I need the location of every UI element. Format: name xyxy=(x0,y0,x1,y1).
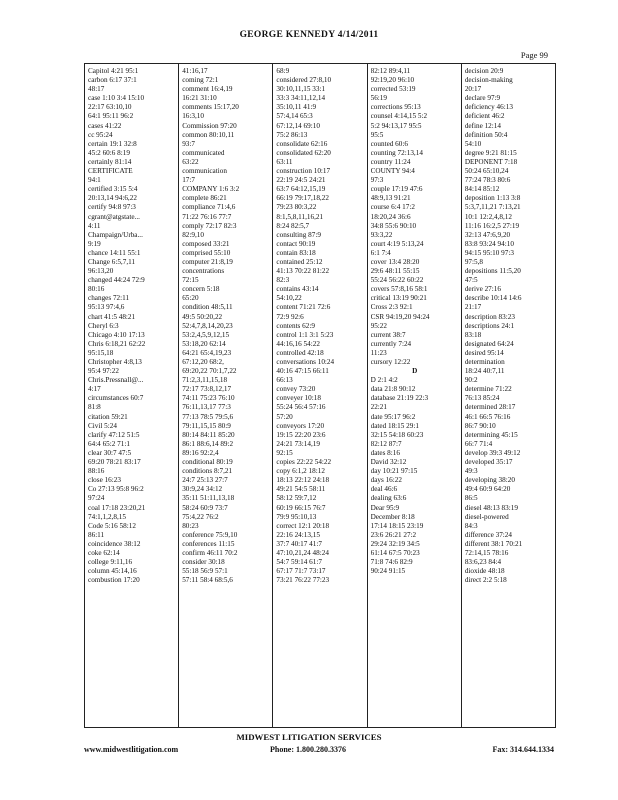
index-entry: determination xyxy=(464,358,505,366)
word-index-grid xyxy=(84,63,556,728)
index-entry: 23:6 26:21 27:2 xyxy=(370,530,417,539)
index-entry: 72:9 92:6 xyxy=(276,312,304,321)
footer-company: MIDWEST LITIGATION SERVICES xyxy=(236,732,382,742)
index-entry: 57:11 58:4 68:5,6 xyxy=(182,576,233,585)
index-entry: dated 18:15 29:1 xyxy=(370,421,419,430)
index-entry: 93:7 xyxy=(182,139,195,148)
index-entry: 88:16 xyxy=(88,467,105,476)
index-entry: 82:9,10 xyxy=(182,230,204,239)
index-entry: D 2:1 4:2 xyxy=(370,376,398,385)
index-entry: define 12:14 xyxy=(464,121,501,130)
index-entry: decision 20:9 xyxy=(464,67,504,75)
index-entry: 66:19 79:17,18,22 xyxy=(276,194,329,203)
index-entry: Cross 2:3 92:1 xyxy=(370,303,413,312)
index-entry: 64:1 95:11 96:2 xyxy=(88,112,134,121)
index-entry: Change 6:5,7,11 xyxy=(88,257,136,266)
index-entry: 54:7 59:14 61:7 xyxy=(276,558,322,567)
index-entry: comment 16:4,19 xyxy=(182,85,233,94)
index-entry: day 10:21 97:15 xyxy=(370,467,418,476)
index-entry: Champaign/Urba... xyxy=(88,230,143,239)
index-entry: 71:22 76:16 77:7 xyxy=(182,212,232,221)
footer-fax: Fax: 314.644.1334 xyxy=(492,745,554,754)
index-entry: COUNTY 94:4 xyxy=(370,167,415,176)
index-entry: 80:16 xyxy=(88,285,105,294)
transcript-title: GEORGE KENNEDY 4/14/2011 xyxy=(239,30,379,40)
index-column-5 xyxy=(461,64,555,727)
index-entry: decision-making xyxy=(464,76,513,85)
index-entry: contains 43:14 xyxy=(276,285,319,294)
index-entry: 5:3,7,11,21 7:13,21 xyxy=(464,203,521,212)
index-entry: contained 25:12 xyxy=(276,257,323,266)
index-entry: 83:6,23 84:4 xyxy=(464,558,502,567)
index-entry: condition 48:5,11 xyxy=(182,303,233,312)
index-entry: 95:13 97:4,6 xyxy=(88,303,125,312)
index-entry: college 9:11,16 xyxy=(88,558,133,567)
index-entry: coming 72:1 xyxy=(182,76,219,85)
index-entry: 8:1,5,8,11,16,21 xyxy=(276,212,324,221)
index-entry: CERTIFICATE xyxy=(88,167,133,176)
index-entry: current 38:7 xyxy=(370,330,406,339)
index-entry: 47:5 xyxy=(464,276,478,285)
index-entry: 82:12 87:7 xyxy=(370,439,402,448)
index-entry: depositions 11:5,20 xyxy=(464,267,521,276)
index-entry: 9:19 xyxy=(88,239,101,248)
index-entry: 47:10,21,24 48:24 xyxy=(276,548,329,557)
index-entry: conversations 10:24 xyxy=(276,358,335,366)
index-entry: 71:2,3,11,15,18 xyxy=(182,376,228,385)
index-entry: 86:1 88:6,14 89:2 xyxy=(182,439,234,448)
index-entry: communicated xyxy=(182,148,225,157)
index-entry: 32:13 47:6,9,20 xyxy=(464,230,511,239)
index-entry: 75:2 86:13 xyxy=(276,130,308,139)
index-entry: certify 94:8 97:3 xyxy=(88,203,136,212)
index-entry: clear 30:7 47:5 xyxy=(88,448,132,457)
index-entry: contain 83:18 xyxy=(276,248,316,257)
index-entry: 30:9,24 34:12 xyxy=(182,485,223,494)
index-entry: 29:6 48:11 55:15 xyxy=(370,267,420,276)
index-entry: 82:12 89:4,11 xyxy=(370,67,411,75)
index-entry: deposition 1:13 3:8 xyxy=(464,194,521,203)
index-entry: 16:3,10 xyxy=(182,112,204,121)
index-entry: 17:14 18:15 23:19 xyxy=(370,521,424,530)
index-entry: 41:13 70:22 81:22 xyxy=(276,267,330,276)
index-entry: Christopher 4:8,13 xyxy=(88,358,142,366)
index-entry: 24:7 25:13 27:7 xyxy=(182,476,228,485)
index-entry: 86:7 90:10 xyxy=(464,421,496,430)
index-entry: 40:16 47:15 66:11 xyxy=(276,367,329,376)
index-entry: 20:13,14 94:6,22 xyxy=(88,194,137,203)
index-entry: Dear 95:9 xyxy=(370,503,400,512)
index-entry: 10:1 12:2,4,8,12 xyxy=(464,212,512,221)
index-entry: diesel-powered xyxy=(464,512,509,521)
index-entry: 11:23 xyxy=(370,348,387,357)
index-entry: 58:12 59:7,12 xyxy=(276,494,317,503)
index-entry: comply 72:17 82:3 xyxy=(182,221,237,230)
index-entry: develop 39:3 49:12 xyxy=(464,448,521,457)
index-entry: 22:21 xyxy=(370,403,387,412)
index-entry: certified 3:15 5:4 xyxy=(88,185,138,194)
index-entry: citation 59:21 xyxy=(88,412,128,421)
index-column-2 xyxy=(178,64,272,727)
index-entry: 79:9 95:10,13 xyxy=(276,512,317,521)
index-entry: 63:7 64:12,15,19 xyxy=(276,185,326,194)
index-entry: 35:11 51:11,13,18 xyxy=(182,494,235,503)
index-entry: comprised 55:10 xyxy=(182,248,231,257)
index-entry: consolidated 62:20 xyxy=(276,148,331,157)
index-entry: content 71:21 72:6 xyxy=(276,303,331,312)
index-entry: determining 45:15 xyxy=(464,430,518,439)
index-entry: country 11:24 xyxy=(370,157,411,166)
index-entry: COMPANY 1:6 3:2 xyxy=(182,185,240,194)
index-entry: 21:17 xyxy=(464,303,482,312)
index-entry: communication xyxy=(182,167,227,176)
index-entry: 68:9 xyxy=(276,67,290,75)
index-entry: 49:3 xyxy=(464,467,478,476)
index-entry: consolidate 62:16 xyxy=(276,139,328,148)
index-entry: 49:4 60:9 64:20 xyxy=(464,485,511,494)
index-entry: direct 2:2 5:18 xyxy=(464,576,507,585)
index-entry: chart 41:5 48:21 xyxy=(88,312,136,321)
section-letter: D xyxy=(412,367,418,376)
index-entry: different 38:1 70:21 xyxy=(464,539,523,548)
index-entry: difference 37:24 xyxy=(464,530,512,539)
index-entry: 72:17 73:8,12,17 xyxy=(182,385,232,394)
index-column-4 xyxy=(367,64,461,727)
index-entry: 80:14 84:11 85:20 xyxy=(182,430,235,439)
index-entry: 33:3 34:11,12,14 xyxy=(276,94,326,103)
index-entry: Chicago 4:10 17:13 xyxy=(88,330,145,339)
index-entry: 46:1 66:5 76:16 xyxy=(464,412,511,421)
index-entry: days 16:22 xyxy=(370,476,402,485)
index-entry: 96:13,20 xyxy=(88,267,114,276)
index-entry: consulting 87:9 xyxy=(276,230,321,239)
index-entry: 83:18 xyxy=(464,330,482,339)
index-entry: conditional 80:19 xyxy=(182,458,233,467)
index-entry: Code 5:16 58:12 xyxy=(88,521,136,530)
index-entry: counted 60:6 xyxy=(370,139,408,148)
index-entry: 89:16 92:2,4 xyxy=(182,448,219,457)
index-entry: 71:8 74:6 82:9 xyxy=(370,558,413,567)
index-entry: correct 12:1 20:18 xyxy=(276,521,330,530)
index-entry: 69:20,22 70:1,7,22 xyxy=(182,367,237,376)
index-entry: Chris.Pressnall@... xyxy=(88,376,144,385)
index-entry: 76:11,13,17 77:3 xyxy=(182,403,231,412)
index-entry: 63:11 xyxy=(276,157,293,166)
index-entry: cc 95:24 xyxy=(88,130,113,139)
index-entry: 22:16 24:13,15 xyxy=(276,530,320,539)
index-entry: Chris 6:18,21 62:22 xyxy=(88,339,146,348)
index-entry: cgrant@atgstate... xyxy=(88,212,140,221)
index-entry: deficiency 46:13 xyxy=(464,103,513,112)
index-entry: dioxide 48:18 xyxy=(464,567,505,576)
index-entry: 76:13 85:24 xyxy=(464,394,500,403)
index-entry: 57:20 xyxy=(276,412,293,421)
index-entry: 54:10,22 xyxy=(276,294,302,303)
index-entry: coal 17:18 23:20,21 xyxy=(88,503,146,512)
index-entry: conditions 8:7,21 xyxy=(182,467,233,476)
index-column-1 xyxy=(85,64,178,727)
index-entry: Civil 5:24 xyxy=(88,421,117,430)
page-number: Page 99 xyxy=(520,50,548,60)
footer-website: www.midwestlitigation.com xyxy=(84,745,179,754)
index-entry: derive 27:16 xyxy=(464,285,501,294)
index-entry: 93:3,22 xyxy=(370,230,393,239)
index-entry: 86:5 xyxy=(464,494,478,503)
index-entry: description 83:23 xyxy=(464,312,515,321)
index-entry: carbon 6:17 37:1 xyxy=(88,76,137,85)
index-entry: 92:15 xyxy=(276,448,293,457)
index-entry: 60:19 66:15 76:7 xyxy=(276,503,326,512)
index-entry: copy 6:1,2 18:12 xyxy=(276,467,325,476)
index-entry: chance 14:11 55:1 xyxy=(88,248,141,257)
index-entry: conveyors 17:20 xyxy=(276,421,325,430)
index-entry: developing 38:20 xyxy=(464,476,515,485)
index-entry: cases 41:22 xyxy=(88,121,122,130)
index-entry: changes 72:11 xyxy=(88,294,130,303)
index-entry: clarify 47:12 51:5 xyxy=(88,430,140,439)
index-entry: 30:10,11,15 33:1 xyxy=(276,85,326,94)
index-entry: 84:3 xyxy=(464,521,478,530)
index-entry: 95:15,18 xyxy=(88,348,114,357)
index-entry: designated 64:24 xyxy=(464,339,514,348)
index-entry: currently 7:24 xyxy=(370,339,412,348)
index-entry: 80:23 xyxy=(182,521,199,530)
index-entry: 90:2 xyxy=(464,376,478,385)
index-entry: corrected 53:19 xyxy=(370,85,416,94)
index-entry: contents 62:9 xyxy=(276,321,315,330)
index-entry: 94:1 xyxy=(88,176,101,185)
index-entry: 6:1 7:4 xyxy=(370,248,391,257)
index-entry: 29:24 32:19 34:5 xyxy=(370,539,420,548)
index-entry: covers 57:8,16 58:1 xyxy=(370,285,428,294)
index-entry: descriptions 24:1 xyxy=(464,321,515,330)
index-entry: Capitol 4:21 95:1 xyxy=(88,67,139,75)
index-entry: DEPONENT 7:18 xyxy=(464,157,518,166)
index-entry: 95:22 xyxy=(370,321,387,330)
index-entry: 64:21 65:4,19,23 xyxy=(182,348,232,357)
index-entry: 34:8 55:6 90:10 xyxy=(370,221,417,230)
index-entry: 72:15 xyxy=(182,276,199,285)
index-entry: cursory 12:22 xyxy=(370,358,411,366)
index-entry: 19:15 22:20 23:6 xyxy=(276,430,326,439)
index-entry: 52:4,7,8,14,20,23 xyxy=(182,321,233,330)
index-entry: court 4:19 5:13,24 xyxy=(370,239,424,248)
index-entry: David 32:12 xyxy=(370,458,407,467)
index-entry: 67:12,20 68:2, xyxy=(182,358,224,366)
index-entry: diesel 48:13 83:19 xyxy=(464,503,518,512)
index-entry: dealing 63:6 xyxy=(370,494,407,503)
index-entry: 49:21 54:5 58:11 xyxy=(276,485,326,494)
index-entry: determined 28:17 xyxy=(464,403,516,412)
index-entry: degree 9:21 81:15 xyxy=(464,148,517,157)
index-entry: December 8:18 xyxy=(370,512,415,521)
index-entry: counsel 4:14,15 5:2 xyxy=(370,112,428,121)
index-entry: 97:5,8 xyxy=(464,257,483,266)
index-entry: 44:16,16 54:22 xyxy=(276,339,320,348)
index-entry: 95:5 xyxy=(370,130,384,139)
index-entry: composed 33:21 xyxy=(182,239,230,248)
index-entry: 18:13 22:12 24:18 xyxy=(276,476,330,485)
index-entry: 73:21 76:22 77:23 xyxy=(276,576,330,585)
index-entry: conveyer 10:18 xyxy=(276,394,321,403)
index-entry: 54:10 xyxy=(464,139,482,148)
index-entry: Co 27:13 95:8 96:2 xyxy=(88,485,144,494)
index-entry: 17:7 xyxy=(182,176,195,185)
index-entry: course 6:4 17:2 xyxy=(370,203,415,212)
index-entry: confirm 46:11 70:2 xyxy=(182,548,238,557)
index-entry: 58:24 60:9 73:7 xyxy=(182,503,228,512)
index-entry: 37:7 40:17 41:7 xyxy=(276,539,322,548)
index-entry: 8:24 82:5,7 xyxy=(276,221,310,230)
index-entry: 4:11 xyxy=(88,221,101,230)
index-entry: 53:2,4,5,9,12,15 xyxy=(182,330,230,339)
index-entry: 22:17 63:10,10 xyxy=(88,103,132,112)
index-entry: 49:5 50:20,22 xyxy=(182,312,223,321)
footer-phone: Phone: 1.800.280.3376 xyxy=(270,745,346,754)
index-entry: column 45:14,16 xyxy=(88,567,137,576)
index-entry: 97:3 xyxy=(370,176,384,185)
index-entry: 65:20 xyxy=(182,294,199,303)
index-entry: 4:17 xyxy=(88,385,101,394)
index-entry: 48:17 xyxy=(88,85,105,94)
index-entry: 32:15 54:18 60:23 xyxy=(370,430,424,439)
index-entry: 56:19 xyxy=(370,94,387,103)
index-entry: critical 13:19 90:21 xyxy=(370,294,427,303)
index-entry: date 95:17 96:2 xyxy=(370,412,416,421)
index-entry: 82:3 xyxy=(276,276,290,285)
index-entry: 92:19,20 96:10 xyxy=(370,76,415,85)
index-entry: describe 10:14 14:6 xyxy=(464,294,522,303)
index-entry: 18:24 40:7,11 xyxy=(464,367,505,376)
index-entry: certain 19:1 32:8 xyxy=(88,139,137,148)
index-entry: 79:23 80:3,22 xyxy=(276,203,317,212)
index-entry: 77:13 78:5 79:5,6 xyxy=(182,412,234,421)
index-entry: coincidence 38:12 xyxy=(88,539,141,548)
index-entry: desired 95:14 xyxy=(464,348,504,357)
index-entry: construction 10:17 xyxy=(276,167,331,176)
index-entry: definition 50:4 xyxy=(464,130,508,139)
index-entry: 74:1,1,2,8,15 xyxy=(88,512,126,521)
index-entry: 48:9,13 91:21 xyxy=(370,194,411,203)
index-entry: conference 75:9,10 xyxy=(182,530,238,539)
index-entry: 5:2 94:13,17 95:5 xyxy=(370,121,422,130)
index-entry: Cheryl 6:3 xyxy=(88,321,119,330)
index-entry: combustion 17:20 xyxy=(88,576,140,585)
index-entry: 24:21 73:14,19 xyxy=(276,439,320,448)
index-entry: compliance 71:4,6 xyxy=(182,203,236,212)
index-entry: deficient 46:2 xyxy=(464,112,505,121)
index-entry: copies 22:22 54:22 xyxy=(276,458,332,467)
index-entry: 84:14 85:12 xyxy=(464,185,500,194)
index-entry: cover 13:4 28:20 xyxy=(370,257,420,266)
index-entry: controlled 42:18 xyxy=(276,348,324,357)
index-entry: 94:15 95:10 97:3 xyxy=(464,248,514,257)
index-entry: 35:10,11 41:9 xyxy=(276,103,317,112)
index-entry: 22:19 24:5 24:21 xyxy=(276,176,326,185)
index-entry: 67:17 71:7 73:17 xyxy=(276,567,326,576)
index-entry: developed 35:17 xyxy=(464,458,513,467)
index-entry: certainly 81:14 xyxy=(88,157,132,166)
index-entry: control 1:1 3:1 5:23 xyxy=(276,330,334,339)
index-entry: concern 5:18 xyxy=(182,285,220,294)
index-entry: 57:4,14 65:3 xyxy=(276,112,313,121)
index-entry: 67:12,14 69:10 xyxy=(276,121,320,130)
index-entry: declare 97:9 xyxy=(464,94,501,103)
index-entry: 75:4,22 76:2 xyxy=(182,512,219,521)
index-entry: couple 17:19 47:6 xyxy=(370,185,423,194)
index-entry: 81:8 xyxy=(88,403,101,412)
index-entry: 95:4 97:22 xyxy=(88,367,119,376)
index-entry: 41:16,17 xyxy=(182,67,208,75)
index-entry: 53:18,20 62:14 xyxy=(182,339,226,348)
index-entry: changed 44:24 72:9 xyxy=(88,276,145,285)
index-entry: 20:17 xyxy=(464,85,482,94)
index-entry: close 16:23 xyxy=(88,476,121,485)
index-entry: 55:18 56:9 57:1 xyxy=(182,567,228,576)
index-entry: 83:8 93:24 94:10 xyxy=(464,239,514,248)
index-entry: common 80:10,11 xyxy=(182,130,235,139)
index-entry: case 1:10 3:4 15:10 xyxy=(88,94,145,103)
index-entry: 18:20,24 36:6 xyxy=(370,212,411,221)
index-entry: 66:7 71:4 xyxy=(464,439,493,448)
index-entry: 86:11 xyxy=(88,530,105,539)
index-entry: data 21:8 90:12 xyxy=(370,385,416,394)
index-entry: corrections 95:13 xyxy=(370,103,421,112)
index-entry: 61:14 67:5 70:23 xyxy=(370,548,420,557)
index-entry: 66:13 xyxy=(276,376,293,385)
index-entry: 74:11 75:23 76:10 xyxy=(182,394,235,403)
index-entry: 69:20 78:21 83:17 xyxy=(88,458,141,467)
index-entry: conferences 11:15 xyxy=(182,539,235,548)
index-entry: 79:11,15,15 80:9 xyxy=(182,421,231,430)
index-entry: 55:24 56:4 57:16 xyxy=(276,403,326,412)
index-entry: 55:24 56:22 60:22 xyxy=(370,276,424,285)
index-entry: consider 30:18 xyxy=(182,558,225,567)
index-entry: comments 15:17,20 xyxy=(182,103,239,112)
index-entry: 50:24 65:10,24 xyxy=(464,167,509,176)
index-entry: concentrations xyxy=(182,267,225,276)
index-entry: contact 90:19 xyxy=(276,239,316,248)
index-entry: 77:24 78:3 80:6 xyxy=(464,176,511,185)
index-entry: 64:4 65:2 71:1 xyxy=(88,439,130,448)
index-entry: complete 86:21 xyxy=(182,194,227,203)
index-entry: CSR 94:19,20 94:24 xyxy=(370,312,430,321)
index-entry: circumstances 60:7 xyxy=(88,394,144,403)
index-entry: considered 27:8,10 xyxy=(276,76,332,85)
index-entry: 63:22 xyxy=(182,157,199,166)
index-entry: Commission 97:20 xyxy=(182,121,237,130)
index-entry: 16:21 31:10 xyxy=(182,94,217,103)
index-entry: 11:16 16:2,5 27:19 xyxy=(464,221,520,230)
index-entry: convey 73:20 xyxy=(276,385,316,394)
index-entry: 72:14,15 78:16 xyxy=(464,548,509,557)
index-entry: database 21:19 22:3 xyxy=(370,394,429,403)
index-entry: counting 72:13,14 xyxy=(370,148,423,157)
index-entry: deal 46:6 xyxy=(370,485,398,494)
index-entry: 90:24 91:15 xyxy=(370,567,406,576)
index-entry: 45:2 60:6 8:19 xyxy=(88,148,130,157)
index-entry: 97:24 xyxy=(88,494,105,503)
index-entry: determine 71:22 xyxy=(464,385,512,394)
index-entry: dates 8:16 xyxy=(370,448,400,457)
index-entry: computer 21:8,19 xyxy=(182,257,233,266)
index-column-3 xyxy=(272,64,366,727)
index-entry: coke 62:14 xyxy=(88,548,120,557)
